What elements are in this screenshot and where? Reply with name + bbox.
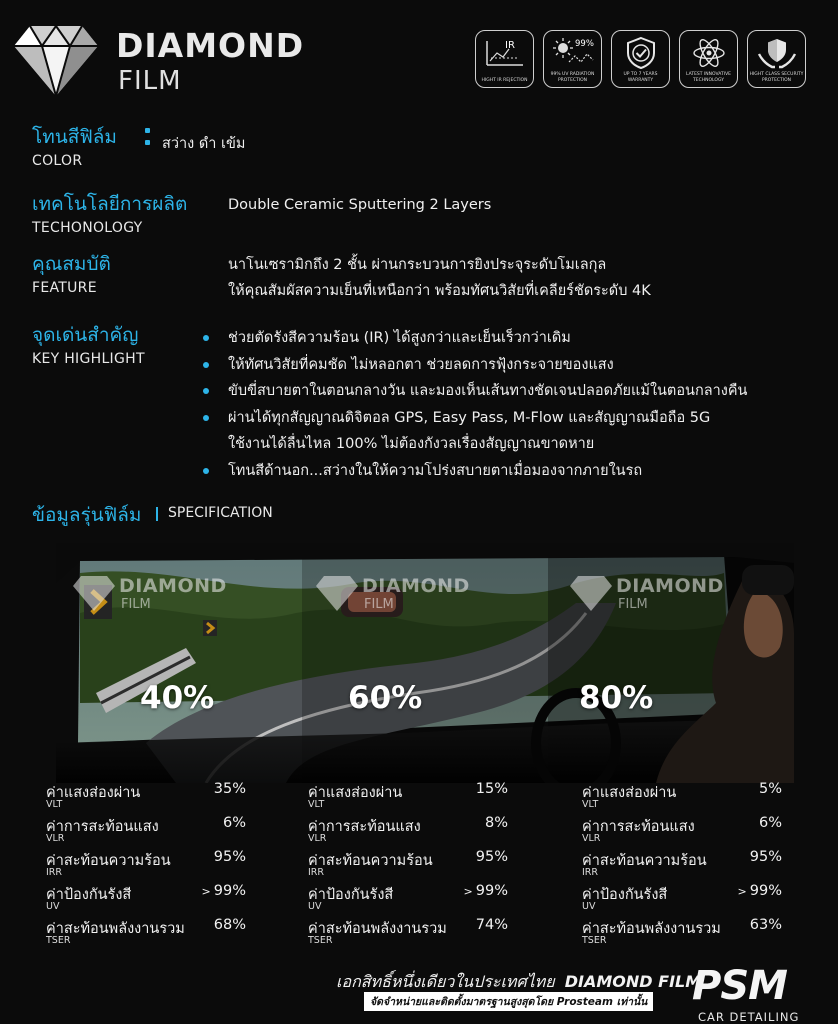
spec-subheading: SPECIFICATION bbox=[158, 505, 273, 521]
highlight-item: ช่วยตัดรังสีความร้อน (IR) ได้สูงกว่าและเย็นเร็วกว่าเดิม bbox=[203, 325, 747, 352]
spec-row: ค่าสะท้อนความร้อน IRR 95% bbox=[582, 849, 782, 878]
technology-value: Double Ceramic Sputtering 2 Layers bbox=[228, 197, 492, 213]
brand-name: DIAMOND bbox=[116, 26, 305, 65]
feature-heading: คุณสมบัติ bbox=[32, 253, 111, 275]
spec-row: ค่าแสงส่องผ่าน VLT 15% bbox=[308, 781, 508, 810]
svg-text:99%: 99% bbox=[574, 39, 594, 49]
color-subheading: COLOR bbox=[32, 153, 83, 169]
distributor-note: จัดจำหน่ายและติดตั้งมาตรฐานสูงสุดโดย Prosteam เท่านั้น bbox=[364, 992, 653, 1011]
spec-row: ค่าการสะท้อนแสง VLR 6% bbox=[46, 815, 246, 844]
badge-caption: HIGHT CLASS SECURITY PROTECTION bbox=[749, 72, 804, 83]
ir-chart-icon bbox=[483, 37, 527, 69]
partner-logo-subtext: CAR DETAILING bbox=[698, 1010, 800, 1024]
feature-line: ให้คุณสัมผัสความเย็นที่เหนือกว่า พร้อมทัศนวิสัยที่เคลียร์ชัดระดับ 4K bbox=[228, 283, 651, 299]
colon-marker bbox=[145, 128, 150, 145]
technology-section bbox=[32, 192, 187, 236]
spec-row: ค่าการสะท้อนแสง VLR 8% bbox=[308, 815, 508, 844]
spec-row: ค่าป้องกันรังสี UV > 99% bbox=[308, 883, 508, 912]
brand-subname: FILM bbox=[118, 66, 182, 96]
highlight-item-continued: ใช้งานได้ลื่นไหล 100% ไม่ต้องกังวลเรื่องสัญญาณขาดหาย bbox=[228, 436, 595, 452]
color-value: สว่าง ดำ เข้ม bbox=[162, 136, 246, 152]
feature-line: นาโนเซรามิกถึง 2 ชั้น ผ่านกระบวนการยิงประจุระดับโมเลกุล bbox=[228, 257, 607, 273]
color-section bbox=[32, 125, 117, 169]
feature-badges bbox=[475, 30, 806, 88]
badge-caption: UP TO 7 YEARS WARRANTY bbox=[623, 72, 658, 83]
spec-row: ค่าสะท้อนพลังงานรวม TSER 74% bbox=[308, 917, 508, 946]
highlight-item: ผ่านได้ทุกสัญญาณดิจิตอล GPS, Easy Pass, M-Flow และสัญญาณมือถือ 5G bbox=[203, 405, 747, 432]
sun-uv-icon bbox=[549, 36, 597, 70]
hands-shield-icon bbox=[757, 36, 797, 70]
technology-heading: เทคโนโลยีการผลิต bbox=[32, 193, 188, 215]
spec-row: ค่าสะท้อนพลังงานรวม TSER 68% bbox=[46, 917, 246, 946]
exclusive-tagline: เอกสิทธิ์หนึ่งเดียวในประเทศไทย DIAMOND FILM bbox=[336, 972, 702, 991]
highlight-item: โทนสีด้านอก...สว่างในให้ความโปร่งสบายตาเมื่อมองจากภายในรถ bbox=[203, 458, 747, 485]
spec-row: ค่าป้องกันรังสี UV > 99% bbox=[46, 883, 246, 912]
shade-label-40: 40% bbox=[140, 680, 215, 716]
highlight-list bbox=[203, 325, 747, 484]
highlight-section bbox=[32, 323, 145, 367]
badge-caption: LATEST INNOVATIVE TECHNOLOGY bbox=[685, 72, 731, 83]
shade-label-80: 80% bbox=[579, 680, 654, 716]
badge-security bbox=[747, 30, 806, 88]
badge-warranty bbox=[611, 30, 670, 88]
spec-table-60 bbox=[308, 781, 508, 951]
diamond-icon bbox=[316, 575, 358, 611]
badge-technology bbox=[679, 30, 738, 88]
badge-caption: HIGHT IR REJECTION bbox=[481, 77, 528, 83]
badge-ir-rejection bbox=[475, 30, 534, 88]
spec-row: ค่าการสะท้อนแสง VLR 6% bbox=[582, 815, 782, 844]
svg-text:IR: IR bbox=[504, 40, 515, 51]
watermark-logo: DIAMOND FILM bbox=[316, 575, 358, 615]
spec-row: ค่าสะท้อนความร้อน IRR 95% bbox=[308, 849, 508, 878]
atom-icon bbox=[691, 36, 727, 70]
badge-caption: 99% UV RADIATION PROTECTION bbox=[550, 72, 595, 83]
diamond-icon bbox=[570, 575, 612, 611]
shade-label-60: 60% bbox=[348, 680, 423, 716]
highlight-item: ให้ทัศนวิสัยที่คมชัด ไม่หลอกตา ช่วยลดการฟุ้งกระจายของแสง bbox=[203, 352, 747, 379]
highlight-subheading: KEY HIGHLIGHT bbox=[32, 351, 145, 367]
spec-row: ค่าสะท้อนความร้อน IRR 95% bbox=[46, 849, 246, 878]
shield-check-icon bbox=[625, 36, 657, 70]
spec-row: ค่าป้องกันรังสี UV > 99% bbox=[582, 883, 782, 912]
highlight-heading: จุดเด่นสำคัญ bbox=[32, 324, 139, 346]
spec-row: ค่าสะท้อนพลังงานรวม TSER 63% bbox=[582, 917, 782, 946]
spec-row: ค่าแสงส่องผ่าน VLT 5% bbox=[582, 781, 782, 810]
highlight-item: ขับขี่สบายตาในตอนกลางวัน และมองเห็นเส้นทางชัดเจนปลอดภัยแม้ในตอนกลางคืน bbox=[203, 378, 747, 405]
spec-heading: ข้อมูลรุ่นฟิล์ม bbox=[32, 504, 142, 526]
spec-table-40 bbox=[46, 781, 246, 951]
feature-subheading: FEATURE bbox=[32, 280, 97, 296]
diamond-icon bbox=[73, 575, 115, 611]
partner-logo-text: PSM bbox=[692, 963, 787, 1009]
feature-text bbox=[228, 252, 651, 304]
badge-uv-protection bbox=[543, 30, 602, 88]
brand-logo bbox=[14, 22, 305, 100]
spec-table-80 bbox=[582, 781, 782, 951]
watermark-logo: DIAMOND FILM bbox=[570, 575, 612, 615]
watermark-logo: DIAMOND FILM bbox=[73, 575, 115, 615]
partner-logo bbox=[692, 963, 802, 1024]
diamond-icon bbox=[14, 24, 98, 96]
color-heading: โทนสีฟิล์ม bbox=[32, 126, 117, 148]
spec-row: ค่าแสงส่องผ่าน VLT 35% bbox=[46, 781, 246, 810]
technology-subheading: TECHONOLOGY bbox=[32, 220, 143, 236]
feature-section bbox=[32, 252, 111, 296]
